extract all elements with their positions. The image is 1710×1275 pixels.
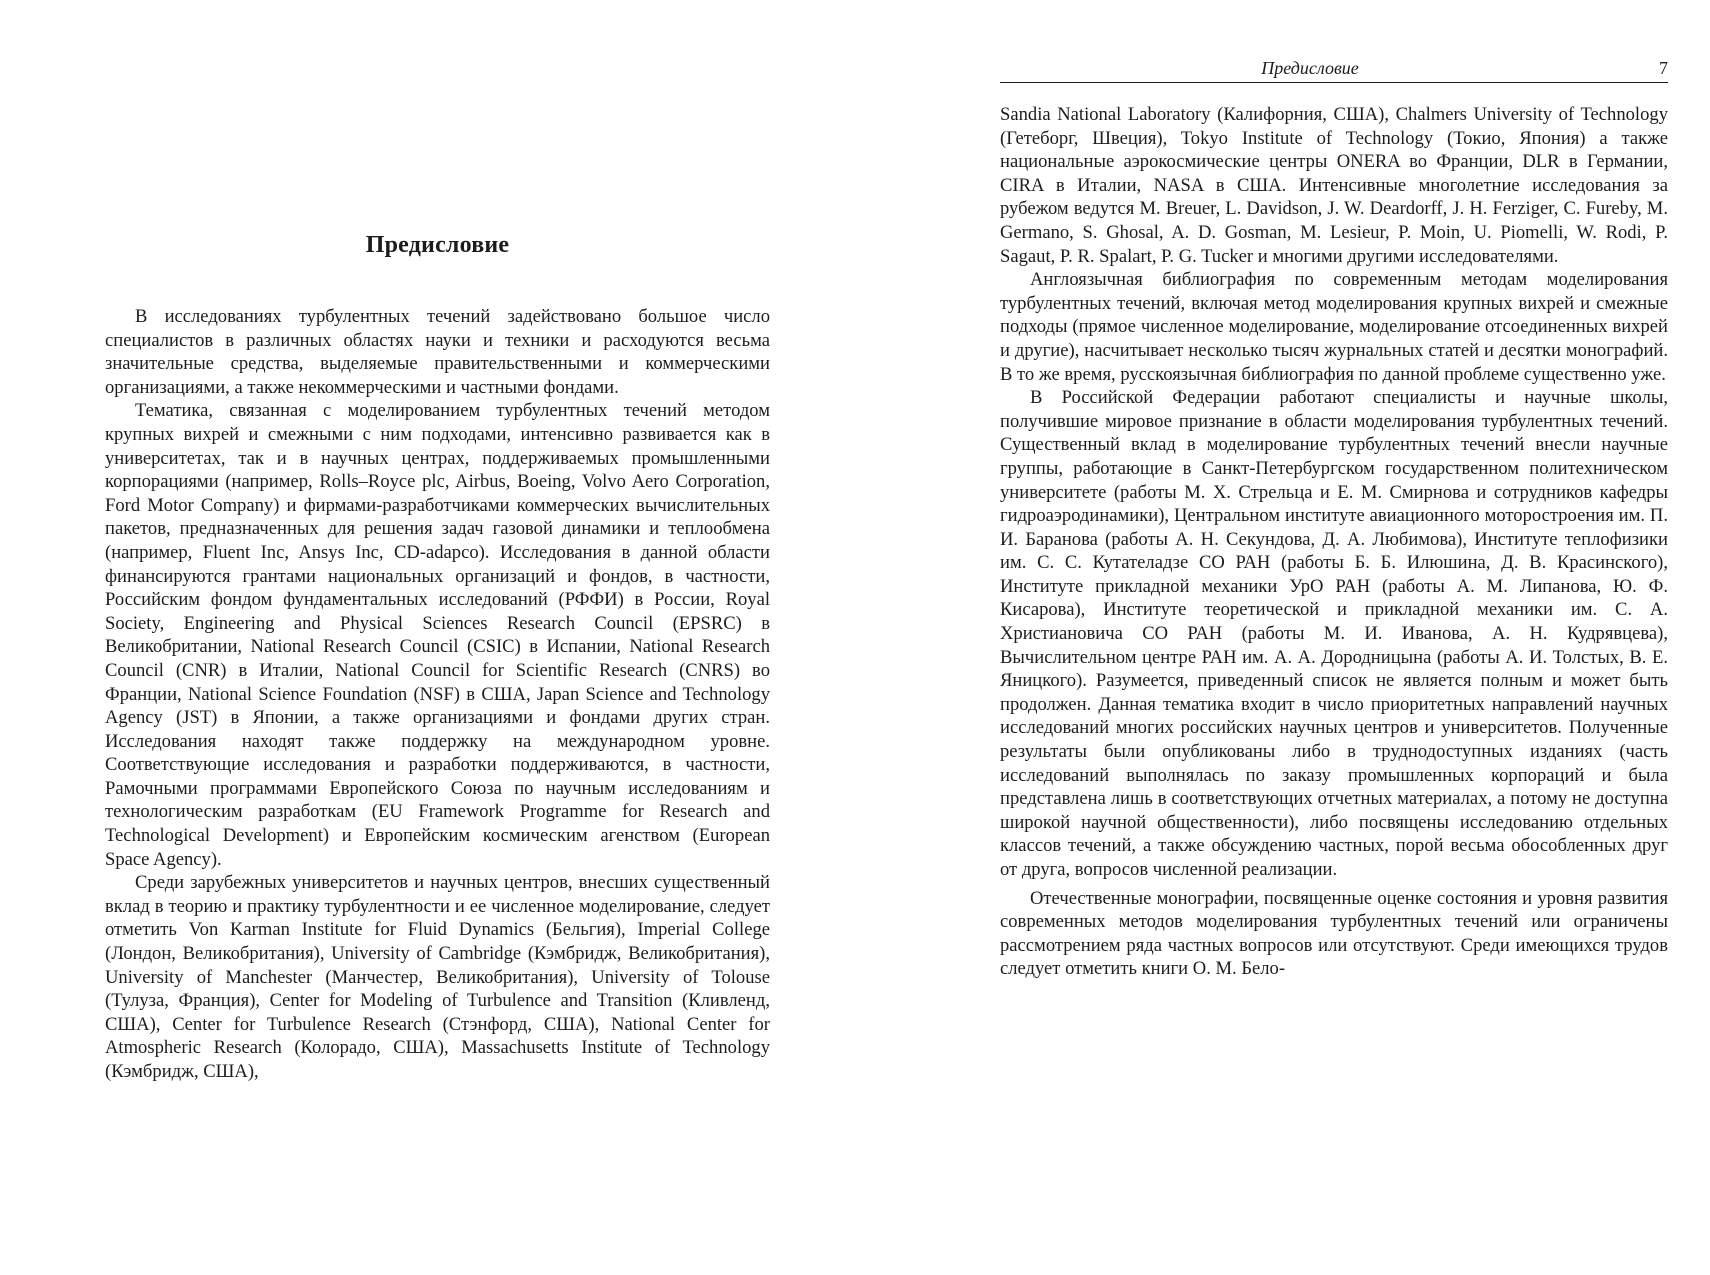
paragraph: В исследованиях турбулентных течений задействовано большое число специалистов в различных областях науки и техники и расходуются весьма значительные средства, выделяемые правительственными и коммерческими организациями, а также некоммерческими и частными фондами. — [105, 306, 770, 398]
paragraph: Тематика, связанная с моделированием турбулентных течений методом крупных вихрей и смежными с ним подходами, интенсивно развивается как в университетах, так и в научных центрах, поддерживаемых промышленными корпорациями (например, Rolls–Royce plc, Airbus, Boeing, Volvo Aero Corporation, Ford Motor Company) и фирмами-разработчиками коммерческих вычислительных пакетов, предназначенных для решения задач газовой динамики и теплообмена (например, Fluent Inc, Ansys Inc, CD-adapco). Исследования в данной области финансируются грантами национальных организаций и фондов, в частности, Российским фондом фундаментальных исследований (РФФИ) в России, Royal Society, Engineering and Physical Sciences Research Council (EPSRC) в Великобритании, National Research Council (CSIC) в Испании, National Research Council (CNR) в Италии, National Council for Scientific Research (CNRS) во Франции, National Science Foundation (NSF) в США, Japan Science and Technology Agency (JST) в Японии, а также организациями и фондами других стран. Исследования находят также поддержку на международном уровне. Соответствующие исследования и разработки поддерживаются, в частности, Рамочными программами Европейского Союза по научным исследованиям и технологическим разработкам (EU Framework Programme for Research and Technological Development) и Европейским космическим агенством (European Space Agency). — [105, 400, 770, 870]
running-header — [1000, 56, 1668, 83]
paragraph: Англоязычная библиография по современным методам моделирования турбулентных течений, включая метод моделирования крупных вихрей и смежные подходы (прямое численное моделирование, моделирование отсоединенных вихрей и другие), насчитывает несколько тысяч журнальных статей и десятки монографий. В то же время, русскоязычная библиография по данной проблеме существенно уже. — [1000, 269, 1668, 385]
paragraph: Среди зарубежных университетов и научных центров, внесших существенный вклад в теорию и практику турбулентности и ее численное моделирование, следует отметить Von Karman Institute for Fluid Dynamics (Бельгия), Imperial College (Лондон, Великобритания), University of Cambridge (Кэмбридж, Великобритания), University of Manchester (Манчестер, Великобритания), University of Tolouse (Тулуза, Франция), Center for Modeling of Turbulence and Transition (Кливленд, США), Center for Turbulence Research (Стэнфорд, США), National Center for Atmospheric Research (Колорадо, США), Massachusetts Institute of Technology (Кэмбридж, США), — [105, 872, 770, 1082]
chapter-title: Предисловие — [365, 232, 510, 258]
page-number: 7 — [1659, 58, 1668, 78]
left-page-body — [105, 305, 770, 1084]
paragraph: В Российской Федерации работают специалисты и научные школы, получившие мировое признание в области моделирования турбулентных течений. Существенный вклад в моделирование турбулентных течений внесли научные группы, работающие в Санкт-Петербургском государственном политехническом университете (работы М. Х. Стрельца и Е. М. Смирнова и сотрудников кафедры гидроаэродинамики), Центральном институте авиационного моторостроения им. П. И. Баранова (работы А. Н. Секундова, Д. А. Любимова), Институте теплофизики им. С. С. Кутателадзе СО РАН (работы Б. Б. Илюшина, Д. В. Красинского), Институте прикладной механики УрО РАН (работы А. М. Липанова, Ю. Ф. Кисарова), Институте теоретической и прикладной механики им. С. А. Христиановича СО РАН (работы М. И. Иванова, А. Н. Кудрявцева), Вычислительном центре РАН им. А. А. Дородницына (работы А. И. Толстых, В. Е. Яницкого). Разумеется, приведенный список не является полным и может быть продолжен. Данная тематика входит в число приоритетных направлений научных исследований многих российских научных центров и университетов. Полученные результаты были опубликованы либо в труднодоступных изданиях (часть исследований выполнялась по заказу промышленных корпораций и была представлена лишь в соответствующих отчетных материалах, а потому не доступна широкой научной общественности), либо посвящены исследованию отдельных классов течений, а также обсуждению частных, порой весьма обособленных друг от друга, вопросов численной реализации. — [1000, 387, 1668, 880]
paragraph: Sandia National Laboratory (Калифорния, США), Chalmers University of Technology (Гетеборг, Швеция), Tokyo Institute of Technology (Токио, Япония) а также национальные аэрокосмические центры ONERA во Франции, DLR в Германии, CIRA в Италии, NASA в США. Интенсивные многолетние исследования за рубежом ведутся M. Breuer, L. Davidson, J. W. Deardorff, J. H. Ferziger, C. Fureby, M. Germano, S. Ghosal, A. D. Gosman, M. Lesieur, P. Moin, U. Piomelli, W. Rodi, P. Sagaut, P. R. Spalart, P. G. Tucker и многими другими исследователями. — [1000, 104, 1668, 267]
running-header-title: Предисловие — [1261, 58, 1359, 78]
paragraph: Отечественные монографии, посвященные оценке состояния и уровня развития современных методов моделирования турбулентных течений или ограничены рассмотрением ряда частных вопросов или отсутствуют. Среди имеющихся трудов следует отметить книги О. М. Бело- — [1000, 887, 1668, 980]
right-page-body — [1000, 103, 1668, 981]
